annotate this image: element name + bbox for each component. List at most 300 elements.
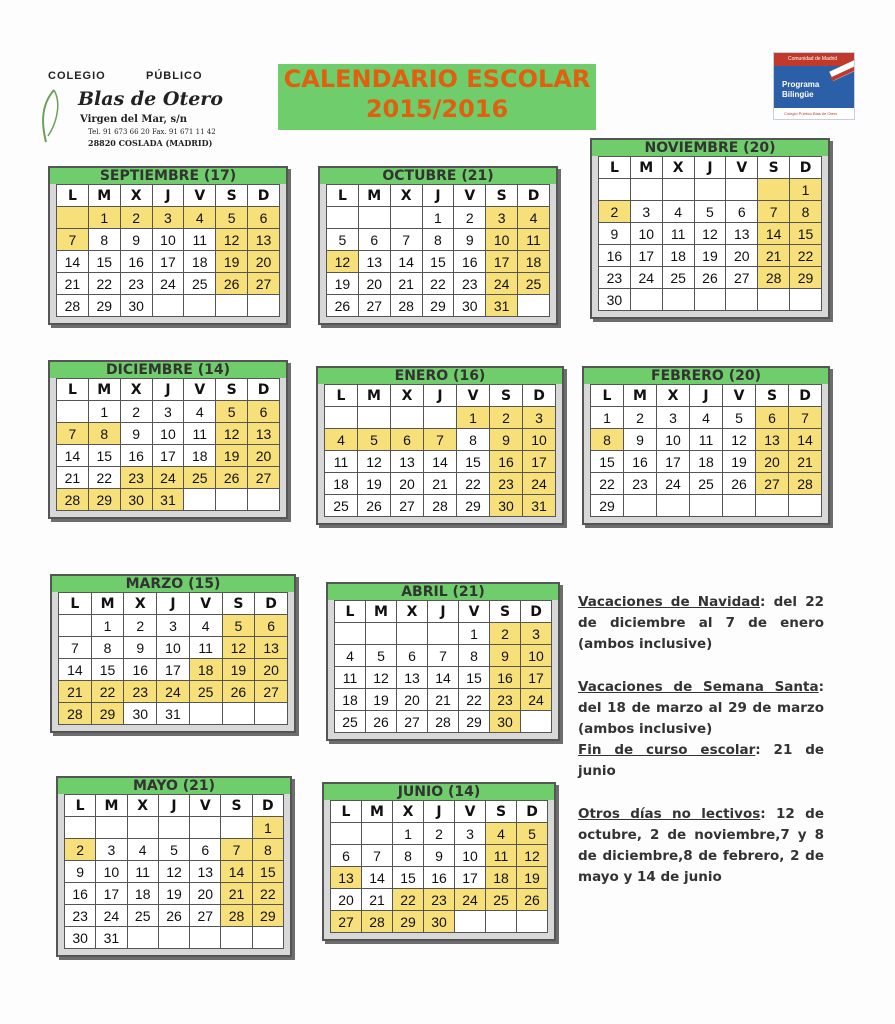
day-cell: 28 (428, 711, 459, 733)
day-cell (630, 179, 662, 201)
logo-top-text: Comunidad de Madrid (788, 56, 838, 62)
day-cell (252, 927, 283, 949)
day-cell: 21 (390, 273, 422, 295)
day-cell: 4 (184, 207, 216, 229)
day-cell: 13 (248, 423, 280, 445)
day-cell: 6 (248, 401, 280, 423)
weekday-header: V (459, 601, 490, 623)
school-phone: Tel. 91 673 66 20 Fax. 91 671 11 42 (88, 128, 216, 136)
day-cell: 19 (366, 689, 397, 711)
note-fin-curso (578, 740, 824, 782)
week-row (335, 667, 552, 689)
day-cell: 11 (325, 451, 358, 473)
weekday-header: S (758, 157, 790, 179)
day-cell: 27 (190, 905, 221, 927)
day-cell: 13 (726, 223, 758, 245)
day-cell: 22 (393, 889, 424, 911)
weekday-header: J (152, 379, 184, 401)
day-cell: 30 (424, 911, 455, 933)
logo-line2: Bilingüe (782, 90, 814, 99)
day-cell: 16 (65, 883, 96, 905)
week-row (57, 423, 280, 445)
week-row (57, 251, 280, 273)
day-cell: 20 (358, 273, 390, 295)
day-cell: 23 (124, 681, 157, 703)
day-cell: 8 (88, 423, 120, 445)
day-cell (65, 817, 96, 839)
day-cell: 30 (490, 495, 523, 517)
month-title: SEPTIEMBRE (17) (50, 168, 286, 184)
day-cell: 10 (657, 429, 690, 451)
day-cell: 10 (523, 429, 556, 451)
day-cell: 11 (335, 667, 366, 689)
day-cell: 17 (630, 245, 662, 267)
day-cell: 4 (518, 207, 550, 229)
day-cell (694, 289, 726, 311)
weekday-header: V (184, 379, 216, 401)
day-cell: 3 (96, 839, 127, 861)
day-cell: 17 (157, 659, 190, 681)
day-cell (184, 295, 216, 317)
day-cell (662, 179, 694, 201)
weekday-header: X (390, 185, 422, 207)
day-cell: 10 (486, 229, 518, 251)
weekday-header: L (335, 601, 366, 623)
day-cell: 30 (120, 295, 152, 317)
weekday-header: S (490, 385, 523, 407)
day-cell: 19 (216, 445, 248, 467)
week-row (599, 223, 822, 245)
month-grid (326, 184, 550, 317)
month-nov (590, 138, 830, 319)
day-cell: 27 (726, 267, 758, 289)
day-cell: 29 (91, 703, 124, 725)
weekday-header: V (189, 593, 222, 615)
day-cell: 26 (366, 711, 397, 733)
day-cell: 9 (454, 229, 486, 251)
day-cell: 14 (57, 251, 89, 273)
day-cell: 2 (424, 823, 455, 845)
day-cell (726, 289, 758, 311)
day-cell: 19 (723, 451, 756, 473)
weekday-header: X (391, 385, 424, 407)
day-cell (723, 495, 756, 517)
day-cell (694, 179, 726, 201)
day-cell: 21 (424, 473, 457, 495)
day-cell: 16 (120, 445, 152, 467)
week-row (335, 689, 552, 711)
day-cell: 16 (424, 867, 455, 889)
week-row (591, 451, 822, 473)
day-cell: 20 (331, 889, 362, 911)
school-address: Virgen del Mar, s/n (80, 114, 187, 125)
weekday-header: X (393, 801, 424, 823)
weekday-header: S (221, 795, 252, 817)
day-cell: 23 (599, 267, 631, 289)
day-cell: 31 (486, 295, 518, 317)
week-row (335, 711, 552, 733)
weekday-header: M (88, 379, 120, 401)
day-cell: 9 (120, 423, 152, 445)
day-cell: 9 (490, 645, 521, 667)
day-cell: 27 (248, 273, 280, 295)
week-row (331, 823, 548, 845)
day-cell: 10 (521, 645, 552, 667)
weekday-header: M (88, 185, 120, 207)
day-cell: 3 (152, 207, 184, 229)
day-cell: 22 (422, 273, 454, 295)
day-cell: 4 (662, 201, 694, 223)
day-cell (424, 407, 457, 429)
week-row (591, 429, 822, 451)
day-cell: 25 (690, 473, 723, 495)
day-cell: 4 (184, 401, 216, 423)
week-row (327, 229, 550, 251)
week-row (65, 839, 284, 861)
week-row (591, 407, 822, 429)
day-cell: 3 (523, 407, 556, 429)
weekday-header: J (424, 385, 457, 407)
day-cell: 29 (393, 911, 424, 933)
day-cell: 13 (331, 867, 362, 889)
weekday-header: X (127, 795, 158, 817)
week-row (325, 407, 556, 429)
day-cell: 25 (184, 467, 216, 489)
day-cell: 14 (424, 451, 457, 473)
day-cell: 28 (390, 295, 422, 317)
weekday-header: M (362, 801, 393, 823)
month-title: MAYO (21) (58, 778, 290, 794)
day-cell: 10 (152, 229, 184, 251)
school-type-a: COLEGIO (48, 70, 106, 82)
note-otros (578, 804, 824, 888)
day-cell: 21 (428, 689, 459, 711)
weekday-header: L (65, 795, 96, 817)
day-cell: 4 (189, 615, 222, 637)
day-cell (325, 407, 358, 429)
day-cell: 3 (455, 823, 486, 845)
weekday-header: J (158, 795, 189, 817)
day-cell: 26 (517, 889, 548, 911)
weekday-header: X (120, 379, 152, 401)
weekday-header: D (255, 593, 288, 615)
day-cell: 22 (252, 883, 283, 905)
weekday-header: S (490, 601, 521, 623)
day-cell (327, 207, 359, 229)
day-cell: 12 (694, 223, 726, 245)
day-cell: 6 (190, 839, 221, 861)
day-cell: 24 (152, 273, 184, 295)
day-cell (335, 623, 366, 645)
week-row (65, 927, 284, 949)
month-title: OCTUBRE (21) (320, 168, 556, 184)
day-cell: 14 (789, 429, 822, 451)
day-cell: 17 (455, 867, 486, 889)
day-cell (216, 295, 248, 317)
weekday-header: M (358, 385, 391, 407)
day-cell: 15 (88, 445, 120, 467)
day-cell: 21 (758, 245, 790, 267)
school-type (48, 70, 203, 82)
day-cell: 16 (454, 251, 486, 273)
day-cell: 13 (358, 251, 390, 273)
day-cell (127, 817, 158, 839)
day-cell: 25 (335, 711, 366, 733)
day-cell: 20 (255, 659, 288, 681)
day-cell: 20 (391, 473, 424, 495)
note-navidad-text: : del 22 de diciembre al 7 de enero (ambos inclusive) (578, 594, 824, 652)
day-cell: 20 (756, 451, 789, 473)
day-cell (517, 911, 548, 933)
day-cell: 19 (222, 659, 255, 681)
day-cell: 14 (428, 667, 459, 689)
weekday-header: S (222, 593, 255, 615)
day-cell: 12 (366, 667, 397, 689)
month-jun (322, 782, 556, 941)
day-cell: 18 (325, 473, 358, 495)
day-cell: 11 (518, 229, 550, 251)
day-cell: 7 (57, 229, 89, 251)
day-cell: 24 (486, 273, 518, 295)
day-cell: 15 (91, 659, 124, 681)
day-cell: 5 (723, 407, 756, 429)
week-row (327, 295, 550, 317)
month-title: NOVIEMBRE (20) (592, 140, 828, 156)
weekday-header: L (57, 379, 89, 401)
week-row (325, 429, 556, 451)
day-cell: 22 (457, 473, 490, 495)
day-cell (758, 179, 790, 201)
day-cell: 15 (422, 251, 454, 273)
note-otros-text: : 12 de octubre, 2 de noviembre,7 y 8 de diciembre,8 de febrero, 2 de mayo y 14 de junio (578, 806, 825, 885)
day-cell: 18 (184, 445, 216, 467)
calendar-title (278, 64, 596, 130)
day-cell: 11 (184, 229, 216, 251)
day-cell: 23 (490, 689, 521, 711)
day-cell: 11 (486, 845, 517, 867)
week-row (57, 273, 280, 295)
day-cell: 6 (726, 201, 758, 223)
day-cell: 5 (366, 645, 397, 667)
day-cell: 17 (96, 883, 127, 905)
leaf-logo-icon (36, 86, 66, 146)
weekday-header: L (331, 801, 362, 823)
day-cell (521, 711, 552, 733)
day-cell (358, 407, 391, 429)
day-cell: 29 (252, 905, 283, 927)
week-row (57, 489, 280, 511)
week-row (59, 681, 288, 703)
day-cell: 25 (486, 889, 517, 911)
day-cell: 13 (255, 637, 288, 659)
day-cell (726, 179, 758, 201)
day-cell: 22 (88, 467, 120, 489)
day-cell: 2 (65, 839, 96, 861)
day-cell: 8 (252, 839, 283, 861)
day-cell: 2 (490, 623, 521, 645)
day-cell: 18 (127, 883, 158, 905)
day-cell: 4 (690, 407, 723, 429)
day-cell (189, 703, 222, 725)
day-cell: 3 (521, 623, 552, 645)
day-cell: 9 (490, 429, 523, 451)
day-cell: 22 (459, 689, 490, 711)
day-cell: 11 (662, 223, 694, 245)
day-cell (358, 207, 390, 229)
day-cell: 8 (393, 845, 424, 867)
day-cell: 1 (457, 407, 490, 429)
weekday-header: D (248, 185, 280, 207)
day-cell: 28 (221, 905, 252, 927)
day-cell: 15 (393, 867, 424, 889)
day-cell: 2 (599, 201, 631, 223)
day-cell (390, 207, 422, 229)
day-cell: 7 (362, 845, 393, 867)
day-cell: 27 (248, 467, 280, 489)
day-cell: 16 (599, 245, 631, 267)
day-cell: 7 (57, 423, 89, 445)
day-cell: 3 (157, 615, 190, 637)
day-cell: 14 (59, 659, 92, 681)
day-cell: 28 (57, 295, 89, 317)
month-mar (50, 574, 296, 733)
day-cell: 30 (124, 703, 157, 725)
day-cell: 10 (455, 845, 486, 867)
day-cell: 28 (424, 495, 457, 517)
day-cell: 1 (252, 817, 283, 839)
weekday-header: S (486, 801, 517, 823)
day-cell: 30 (490, 711, 521, 733)
day-cell (486, 911, 517, 933)
day-cell: 21 (221, 883, 252, 905)
day-cell: 20 (397, 689, 428, 711)
day-cell: 29 (790, 267, 822, 289)
day-cell: 2 (120, 401, 152, 423)
weekday-header: D (790, 157, 822, 179)
day-cell: 3 (152, 401, 184, 423)
weekday-header: V (457, 385, 490, 407)
day-cell: 21 (57, 273, 89, 295)
day-cell: 31 (157, 703, 190, 725)
day-cell: 7 (221, 839, 252, 861)
day-cell (222, 703, 255, 725)
month-ene (316, 366, 564, 525)
week-row (57, 207, 280, 229)
day-cell: 13 (397, 667, 428, 689)
day-cell: 18 (518, 251, 550, 273)
school-city: 28820 COSLADA (MADRID) (88, 138, 213, 148)
day-cell: 1 (790, 179, 822, 201)
note-otros-label: Otros días no lectivos (578, 806, 761, 822)
day-cell: 9 (124, 637, 157, 659)
day-cell: 15 (88, 251, 120, 273)
weekday-header: D (248, 379, 280, 401)
day-cell: 13 (391, 451, 424, 473)
day-cell (248, 489, 280, 511)
day-cell: 13 (756, 429, 789, 451)
month-title: JUNIO (14) (324, 784, 554, 800)
day-cell: 19 (358, 473, 391, 495)
day-cell: 6 (397, 645, 428, 667)
day-cell: 8 (422, 229, 454, 251)
day-cell: 16 (120, 251, 152, 273)
week-row (325, 451, 556, 473)
week-row (599, 201, 822, 223)
day-cell: 26 (694, 267, 726, 289)
week-row (591, 473, 822, 495)
day-cell: 27 (331, 911, 362, 933)
day-cell: 29 (591, 495, 624, 517)
month-grid (330, 800, 548, 933)
month-may (56, 776, 292, 957)
day-cell: 18 (189, 659, 222, 681)
week-row (57, 445, 280, 467)
weekday-header: V (190, 795, 221, 817)
day-cell: 22 (790, 245, 822, 267)
day-cell: 14 (362, 867, 393, 889)
day-cell: 7 (59, 637, 92, 659)
day-cell: 22 (591, 473, 624, 495)
day-cell: 30 (120, 489, 152, 511)
weekday-header: X (662, 157, 694, 179)
week-row (57, 401, 280, 423)
month-grid (598, 156, 822, 311)
day-cell: 5 (517, 823, 548, 845)
day-cell (789, 495, 822, 517)
day-cell: 7 (424, 429, 457, 451)
day-cell: 10 (630, 223, 662, 245)
day-cell (248, 295, 280, 317)
weekday-header: M (96, 795, 127, 817)
day-cell (184, 489, 216, 511)
day-cell: 3 (630, 201, 662, 223)
day-cell (662, 289, 694, 311)
day-cell: 5 (327, 229, 359, 251)
day-cell: 25 (662, 267, 694, 289)
day-cell: 27 (397, 711, 428, 733)
day-cell: 14 (758, 223, 790, 245)
weekday-header: J (690, 385, 723, 407)
weekday-header: V (723, 385, 756, 407)
day-cell: 26 (216, 273, 248, 295)
day-cell: 12 (216, 423, 248, 445)
weekday-header: M (624, 385, 657, 407)
day-cell (190, 817, 221, 839)
day-cell (624, 495, 657, 517)
day-cell: 19 (517, 867, 548, 889)
day-cell: 17 (152, 445, 184, 467)
day-cell: 26 (216, 467, 248, 489)
day-cell: 16 (490, 667, 521, 689)
day-cell: 14 (390, 251, 422, 273)
day-cell: 18 (486, 867, 517, 889)
logo-line1: Programa (782, 80, 820, 89)
day-cell (216, 489, 248, 511)
day-cell: 9 (65, 861, 96, 883)
day-cell: 14 (57, 445, 89, 467)
day-cell: 25 (184, 273, 216, 295)
day-cell: 28 (758, 267, 790, 289)
day-cell: 29 (422, 295, 454, 317)
weekday-header: J (422, 185, 454, 207)
note-santa-label: Vacaciones de Semana Santa (578, 679, 819, 695)
weekday-header: D (518, 185, 550, 207)
week-row (59, 615, 288, 637)
day-cell (158, 817, 189, 839)
day-cell (690, 495, 723, 517)
month-oct (318, 166, 558, 325)
day-cell: 9 (624, 429, 657, 451)
